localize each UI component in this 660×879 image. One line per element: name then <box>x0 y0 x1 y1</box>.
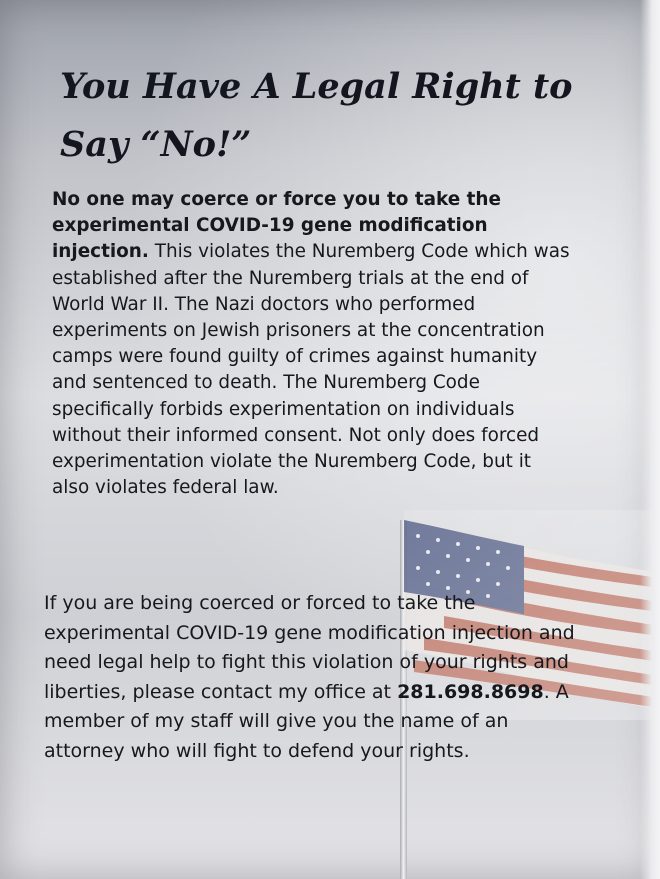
lead-statement: No one may coerce or force you to take the experimental COVID-19 gene modification injection. <box>52 189 501 263</box>
contact-text-end: . A member of my staff will give you the name of an attorney who will fight to defend your rights. <box>44 680 569 762</box>
page-edge <box>640 0 660 879</box>
paragraph-nuremberg <box>52 187 572 501</box>
flyer-title: You Have A Legal Right to Say “No!” <box>60 66 573 165</box>
paragraph-contact <box>44 589 584 767</box>
phone-number: 281.698.8698 <box>397 680 544 703</box>
contact-text: If you are being coerced or forced to take the experimental COVID-19 gene modification injection and need legal help to fight this violation of your rights and liberties, please contact my office at <box>44 592 575 703</box>
paragraph-body: This violates the Nuremberg Code which was established after the Nuremberg trials at the end of World War II. The Nazi doctors who performed experiments on Jewish prisoners at the concentration camps were found guilty of crimes against humanity and sentenced to death. The Nuremberg Code specifically forbids experimentation on individuals without their informed consent. Not only does forced experimentation violate the Nuremberg Code, but it also violates federal law. <box>52 241 570 499</box>
